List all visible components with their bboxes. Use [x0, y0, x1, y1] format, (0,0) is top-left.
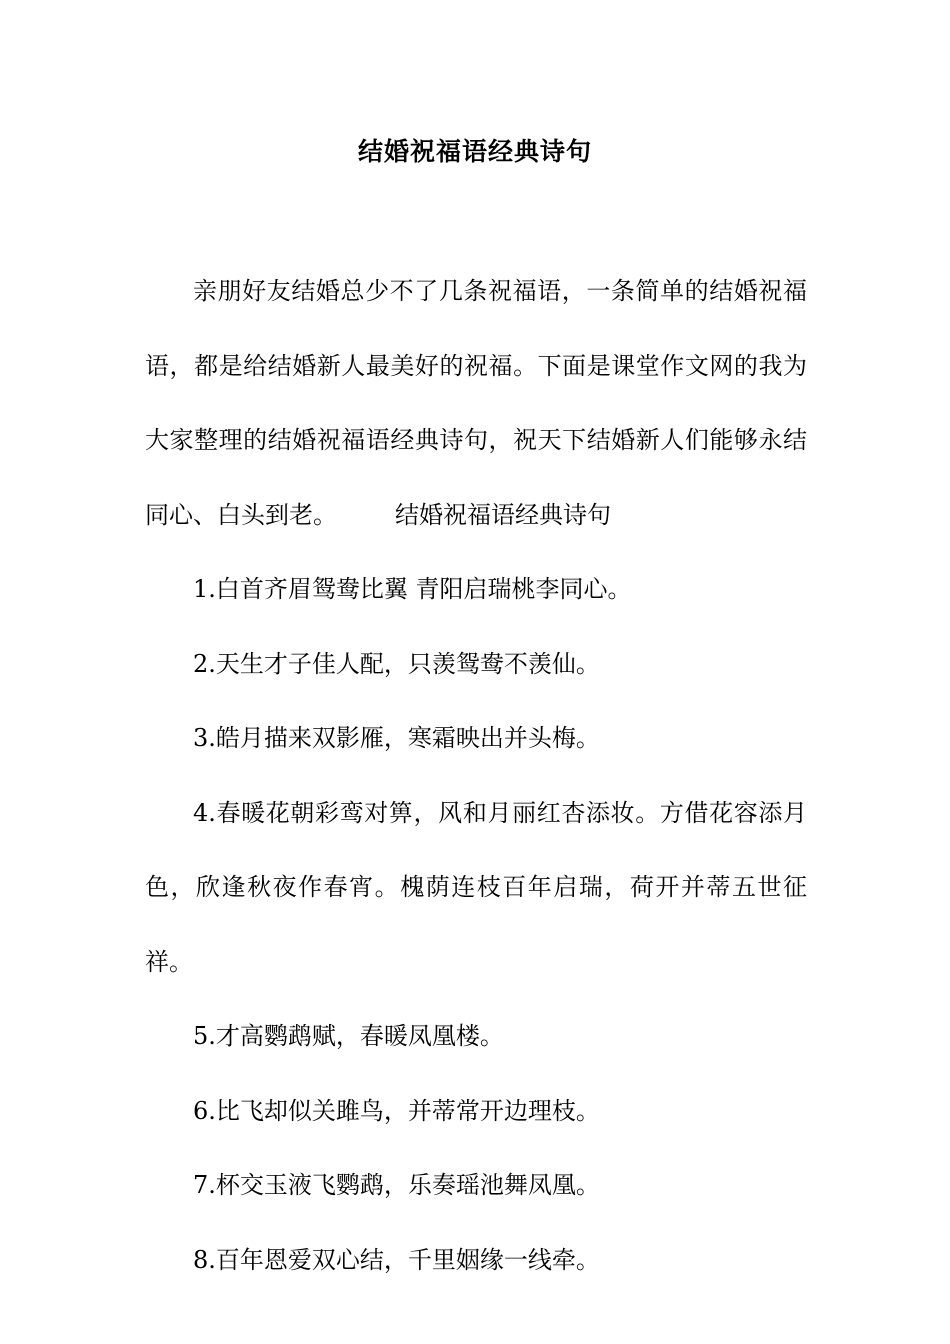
list-item: 7.杯交玉液飞鹦鹉，乐奏瑶池舞凤凰。 — [193, 1171, 600, 1199]
document-body — [145, 254, 807, 1297]
section-heading: 结婚祝福语经典诗句 — [395, 500, 611, 529]
list-item: 5.才高鹦鹉赋，春暖凤凰楼。 — [193, 1022, 504, 1050]
intro-text: 亲朋好友结婚总少不了几条祝福语，一条简单的结婚祝福语，都是给结婚新人最美好的祝福。下面是课堂作文网的我为大家整理的结婚祝福语经典诗句，祝天下结婚新人们能够永结同心、白头到老。 — [145, 277, 807, 529]
list-item: 2.天生才子佳人配，只羡鸳鸯不羡仙。 — [193, 649, 600, 678]
list-item: 6.比飞却似关雎鸟，并蒂常开边理枝。 — [193, 1096, 600, 1125]
list-item: 4.春暖花朝彩鸾对箅，风和月丽红杏添妆。方借花容添月色，欣逢秋夜作春宵。槐荫连枝百年启瑞，荷开并蒂五世征祥。 — [145, 798, 807, 976]
list-item: 8.百年恩爱双心结，千里姻缘一线牵。 — [193, 1245, 600, 1274]
list-item: 3.皓月描来双影雁，寒霜映出并头梅。 — [193, 724, 600, 752]
list-item: 1.白首齐眉鸳鸯比翼 青阳启瑞桃李同心。 — [193, 575, 632, 603]
intro-paragraph — [145, 254, 807, 552]
document-title: 结婚祝福语经典诗句 — [357, 137, 592, 166]
